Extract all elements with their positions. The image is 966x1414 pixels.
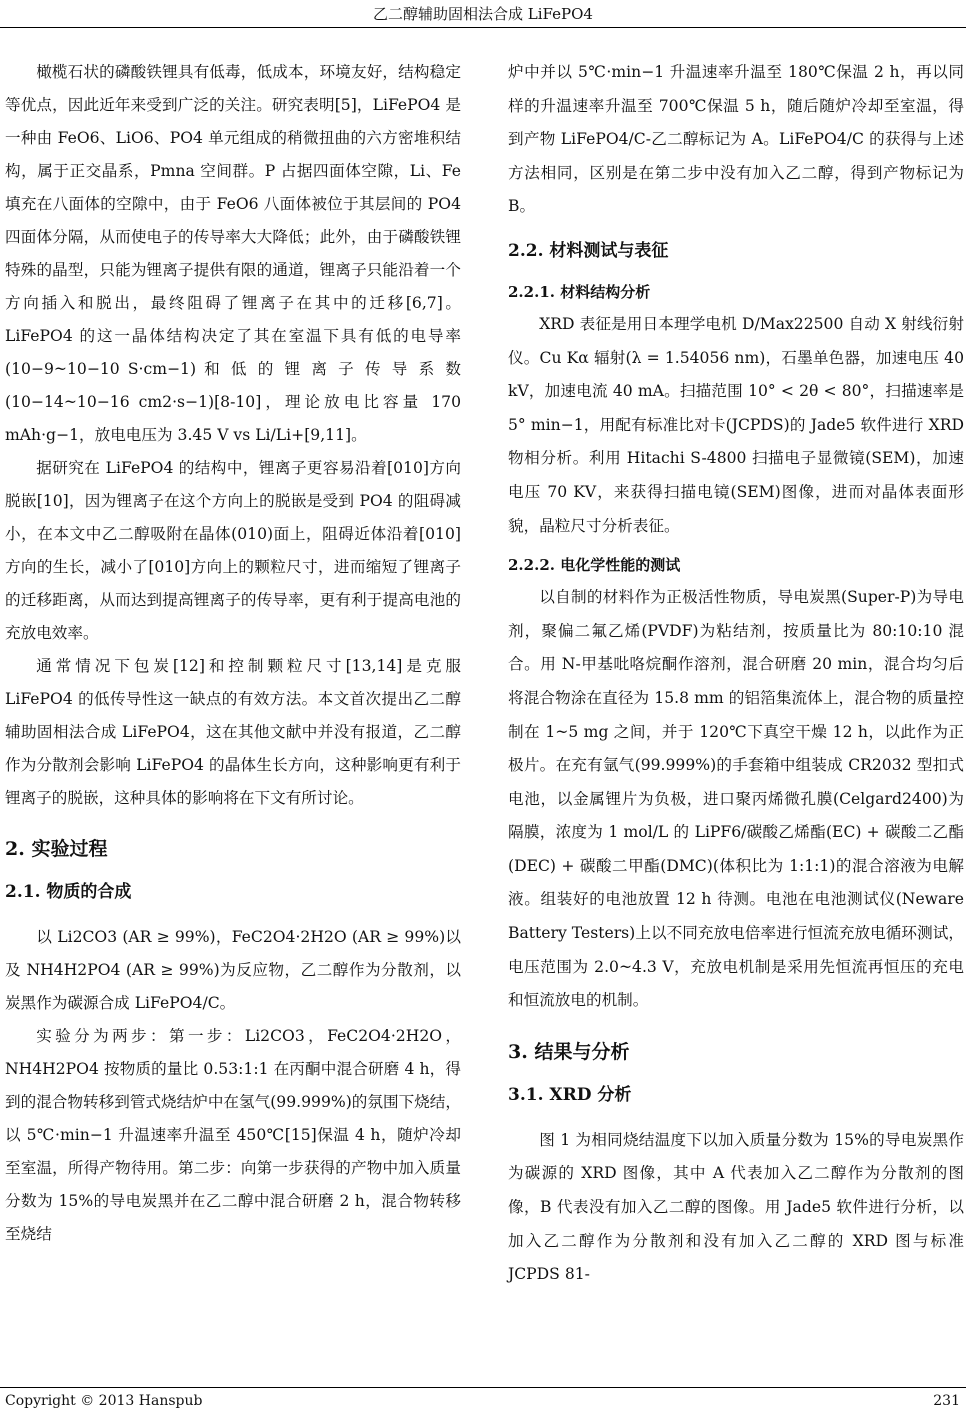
xrd-analysis-paragraph: 图 1 为相同烧结温度下以加入质量分数为 15%的导电炭黑作为碳源的 XRD 图像，其中 A 代表加入乙二醇作为分散剂的图像，B 代表没有加入乙二醇的图像。用 Jade5 软件进行分析，以加入乙二醇作为分散剂和没有加入乙二醇的 XRD 图与标准 JCPDS 81-: [508, 1130, 964, 1284]
copyright-notice: Copyright © 2013 Hanspub: [5, 1393, 203, 1409]
header-rule: [0, 27, 966, 28]
footer-rule: [0, 1387, 966, 1388]
section-2-2-heading: 2.2. 材料测试与表征: [508, 240, 669, 261]
page-number: 231: [933, 1393, 960, 1409]
section-2-2-2-heading: 2.2.2. 电化学性能的测试: [508, 556, 681, 575]
electrochem-paragraph: 以自制的材料作为正极活性物质，导电炭黑(Super-P)为导电剂，聚偏二氟乙烯(PVDF)为粘结剂，按质量比为 80:10:10 混合。用 N-甲基吡咯烷酮作溶剂，混合研磨 20 min，混合均匀后将混合物涂在直径为 15.8 mm 的铝箔集流体上，混合物的质量控制在 1~5 mg 之间，并于 120℃下真空干燥 12 h，以此作为正极片。在充有氩气(99.999%)的手套箱中组装成 CR2032 型扣式电池，以金属锂片为负极，进口聚丙烯微孔膜(Celgard2400)为隔膜，浓度为 1 mol/L 的 LiPF6/碳酸乙烯酯(EC) + 碳酸二乙酯(DEC) + 碳酸二甲酯(DMC)(体积比为 1:1:1)的混合溶液为电解液。组装好的电池放置 12 h 待测。电池在电池测试仪(Neware Battery Testers)上以不同充放电倍率进行恒流充放电循环测试，电压范围为 2.0~4.3 V，充放电机制是采用先恒流再恒压的充电和恒流放电的机制。: [508, 588, 964, 1010]
section-2-1-heading: 2.1. 物质的合成: [5, 882, 132, 902]
synthesis-paragraph-continued: 炉中并以 5℃·min−1 升温速率升温至 180℃保温 2 h，再以同样的升温速率升温至 700℃保温 5 h，随后随炉冷却至室温，得到产物 LiFePO4/C-乙二醇标记为 A。LiFePO4/C 的获得与上述方法相同，区别是在第二步中没有加入乙二醇，得到产物标记为 B。: [508, 63, 964, 216]
section-3-heading: 3. 结果与分析: [508, 1040, 630, 1063]
left-column: [5, 56, 461, 1251]
running-header: 乙二醇辅助固相法合成 LiFePO4: [373, 5, 593, 23]
section-3-1-heading: 3.1. XRD 分析: [508, 1084, 632, 1105]
intro-paragraph-2: 据研究在 LiFePO4 的结构中，锂离子更容易沿着[010]方向脱嵌[10]，因为锂离子在这个方向上的脱嵌是受到 PO4 的阻碍减小，在本文中乙二醇吸附在晶体(010)面上，阻碍近体沿着[010]方向的生长，减小了[010]方向上的颗粒尺寸，进而缩短了锂离子的迁移距离，从而达到提高锂离子的传导率，更有利于提高电池的充放电效率。: [5, 459, 461, 642]
synthesis-paragraph-2: 实验分为两步：第一步：Li2CO3，FeC2O4·2H2O，NH4H2PO4 按物质的量比 0.53:1:1 在丙酮中混合研磨 4 h，得到的混合物转移到管式烧结炉中在氢气(99.999%)的氛围下烧结，以 5℃·min−1 升温速率升温至 450℃[15]保温 4 h，随炉冷却至室温，所得产物待用。第二步：向第一步获得的产物中加入质量分数为 15%的导电炭黑并在乙二醇中混合研磨 2 h，混合物转移至烧结: [5, 1027, 461, 1243]
right-column: [508, 56, 964, 1292]
intro-paragraph-1: 橄榄石状的磷酸铁锂具有低毒，低成本，环境友好，结构稳定等优点，因此近年来受到广泛的关注。研究表明[5]，LiFePO4 是一种由 FeO6、LiO6、PO4 单元组成的稍微扭曲的六方密堆积结构，属于正交晶系，Pmna 空间群。P 占据四面体空隙，Li、Fe 填充在八面体的空隙中，由于 FeO6 八面体被位于其层间的 PO4 四面体分隔，从而使电子的传导率大大降低；此外，由于磷酸铁锂特殊的晶型，只能为锂离子提供有限的通道，锂离子只能沿着一个方向插入和脱出，最终阻碍了锂离子在其中的迁移[6,7]。LiFePO4 的这一晶体结构决定了其在室温下具有低的电导率(10−9~10−10 S·cm−1) 和 低 的 锂 离 子 传 导 系 数 (10−14~10−16 cm2·s−1)[8-10]，理论放电比容量 170 mAh·g−1，放电电压为 3.45 V vs Li/Li+[9,11]。: [5, 63, 461, 444]
intro-paragraph-3: 通常情况下包炭[12]和控制颗粒尺寸[13,14]是克服 LiFePO4 的低传导性这一缺点的有效方法。本文首次提出乙二醇辅助固相法合成 LiFePO4，这在其他文献中并没有报道，乙二醇作为分散剂会影响 LiFePO4 的晶体生长方向，这种影响更有利于锂离子的脱嵌，这种具体的影响将在下文有所讨论。: [5, 657, 461, 807]
xrd-method-paragraph: XRD 表征是用日本理学电机 D/Max22500 自动 X 射线衍射仪。Cu Kα 辐射(λ = 1.54056 nm)，石墨单色器，加速电压 40 kV，加速电流 40 mA。扫描范围 10° < 2θ < 80°，扫描速率是 5° min−1，用配有标准比对卡(JCPDS)的 Jade5 软件进行 XRD 物相分析。利用 Hitachi S-4800 扫描电子显微镜(SEM)，加速电压 70 KV，来获得扫描电镜(SEM)图像，进而对晶体表面形貌，晶粒尺寸分析表征。: [508, 314, 964, 535]
section-2-heading: 2. 实验过程: [5, 838, 108, 860]
section-2-2-1-heading: 2.2.1. 材料结构分析: [508, 282, 651, 301]
synthesis-paragraph-1: 以 Li2CO3 (AR ≥ 99%)，FeC2O4·2H2O (AR ≥ 99%)以及 NH4H2PO4 (AR ≥ 99%)为反应物，乙二醇作为分散剂，以炭黑作为碳源合成 LiFePO4/C。: [5, 928, 461, 1012]
